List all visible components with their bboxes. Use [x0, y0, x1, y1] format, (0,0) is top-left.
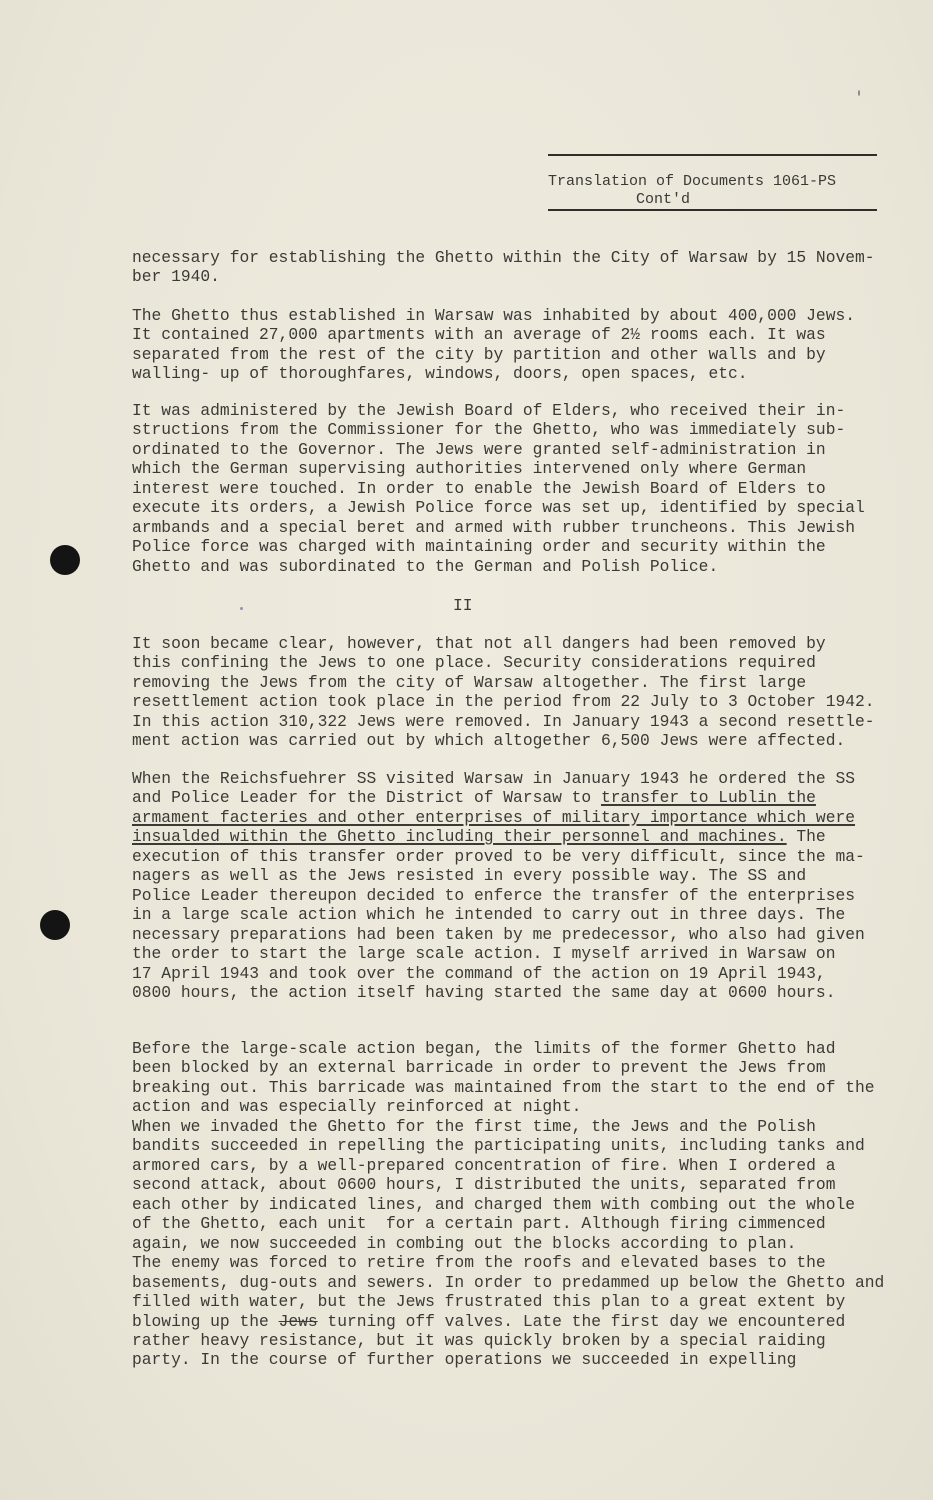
- text-line: again, we now succeeded in combing out the blocks according to plan.: [132, 1233, 797, 1253]
- punch-hole: [50, 545, 80, 575]
- text-line: execute its orders, a Jewish Police force was set up, identified by special: [132, 498, 865, 518]
- text-line: interest were touched. In order to enable the Jewish Board of Elders to: [132, 478, 826, 498]
- text-line: The enemy was forced to retire from the roofs and elevated bases to the: [132, 1253, 826, 1273]
- text-line: armbands and a special beret and armed with rubber truncheons. This Jewish: [132, 517, 856, 537]
- text-segment: The: [786, 827, 826, 847]
- text-line: party. In the course of further operations we succeeded in expelling: [132, 1350, 797, 1370]
- text-line: 0800 hours, the action itself having started the same day at 0600 hours.: [132, 982, 836, 1002]
- text-line: [132, 809, 855, 827]
- text-line: 17 April 1943 and took over the command of the action on 19 April 1943,: [132, 963, 826, 983]
- text-line: rather heavy resistance, but it was quickly broken by a special raiding: [132, 1330, 826, 1350]
- text-line: Ghetto and was subordinated to the German and Polish Police.: [132, 556, 719, 576]
- paper-speck: [858, 90, 860, 96]
- header-bottom-rule: [548, 209, 877, 211]
- text-line: It soon became clear, however, that not all dangers had been removed by: [132, 634, 826, 653]
- text-line: breaking out. This barricade was maintained from the start to the end of the: [132, 1077, 875, 1097]
- text-line: each other by indicated lines, and charged them with combing out the whole: [132, 1194, 856, 1214]
- document-title: Translation of Documents 1061-PS: [548, 173, 837, 190]
- text-line: structions from the Commissioner for the Ghetto, who was immediately sub-: [132, 420, 846, 440]
- text-line: been blocked by an external barricade in order to prevent the Jews from: [132, 1058, 826, 1078]
- text-line: the order to start the large scale action. I myself arrived in Warsaw on: [132, 944, 836, 964]
- text-line: separated from the rest of the city by partition and other walls and by: [132, 344, 826, 364]
- text-line: armored cars, by a well-prepared concentration of fire. When I ordered a: [132, 1155, 836, 1175]
- text-line: execution of this transfer order proved to be very difficult, since the ma-: [132, 846, 865, 866]
- text-line: necessary preparations had been taken by me predecessor, who also had given: [132, 924, 865, 944]
- underlined-text: insualded within the Ghetto including their personnel and machines.: [132, 827, 787, 847]
- struck-text: Jews: [278, 1311, 318, 1331]
- underlined-text: transfer to Lublin the: [600, 788, 816, 808]
- text-line: When we invaded the Ghetto for the first time, the Jews and the Polish: [132, 1117, 816, 1136]
- text-line: which the German supervising authorities intervened only where German: [132, 459, 807, 479]
- text-line: second attack, about 0600 hours, I distributed the units, separated from: [132, 1175, 836, 1195]
- text-line: nagers as well as the Jews resisted in every possible way. The SS and: [132, 866, 807, 886]
- text-line: removing the Jews from the city of Warsaw altogether. The first large: [132, 672, 807, 692]
- text-line: Before the large-scale action began, the limits of the former Ghetto had: [132, 1039, 836, 1058]
- text-segment: blowing up the: [132, 1311, 279, 1331]
- header-top-rule: [548, 154, 877, 156]
- text-line: Police force was charged with maintaining order and security within the: [132, 537, 826, 557]
- text-line: bandits succeeded in repelling the participating units, including tanks and: [132, 1136, 865, 1156]
- text-line: of the Ghetto, each unit for a certain part. Although firing cimmenced: [132, 1214, 826, 1234]
- text-line: [132, 828, 826, 846]
- text-line: [132, 789, 816, 807]
- section-numeral: II: [453, 596, 473, 615]
- text-line: basements, dug-outs and sewers. In order to predammed up below the Ghetto and: [132, 1272, 885, 1292]
- text-line: in a large scale action which he intended to carry out in three days. The: [132, 905, 846, 925]
- text-line: action and was especially reinforced at night.: [132, 1097, 582, 1117]
- text-line: Police Leader thereupon decided to enferce the transfer of the enterprises: [132, 885, 856, 905]
- text-line: necessary for establishing the Ghetto within the City of Warsaw by 15 Novem-: [132, 248, 875, 267]
- text-segment: turning off valves. Late the first day we encountered: [317, 1311, 846, 1331]
- text-line: ordinated to the Governor. The Jews were granted self-administration in: [132, 439, 826, 459]
- text-line: [132, 1313, 845, 1331]
- text-line: filled with water, but the Jews frustrated this plan to a great extent by: [132, 1292, 846, 1312]
- text-line: walling- up of thoroughfares, windows, doors, open spaces, etc.: [132, 364, 748, 384]
- text-line: ment action was carried out by which altogether 6,500 Jews were affected.: [132, 731, 846, 751]
- paper-speck: [240, 607, 243, 610]
- text-line: The Ghetto thus established in Warsaw was inhabited by about 400,000 Jews.: [132, 306, 856, 325]
- text-line: In this action 310,322 Jews were removed. In January 1943 a second resettle-: [132, 711, 875, 731]
- text-line: ber 1940.: [132, 267, 220, 287]
- underlined-text: armament facteries and other enterprises of military importance which were: [132, 807, 856, 827]
- text-segment: and Police Leader for the District of Warsaw to: [132, 788, 601, 808]
- punch-hole: [40, 910, 70, 940]
- text-line: When the Reichsfuehrer SS visited Warsaw in January 1943 he ordered the SS: [132, 769, 856, 788]
- text-line: this confining the Jews to one place. Security considerations required: [132, 653, 816, 673]
- text-line: It contained 27,000 apartments with an average of 2½ rooms each. It was: [132, 325, 826, 345]
- continued-label: Cont'd: [636, 191, 691, 208]
- text-line: It was administered by the Jewish Board of Elders, who received their in-: [132, 401, 846, 420]
- text-line: resettlement action took place in the period from 22 July to 3 October 1942.: [132, 692, 875, 712]
